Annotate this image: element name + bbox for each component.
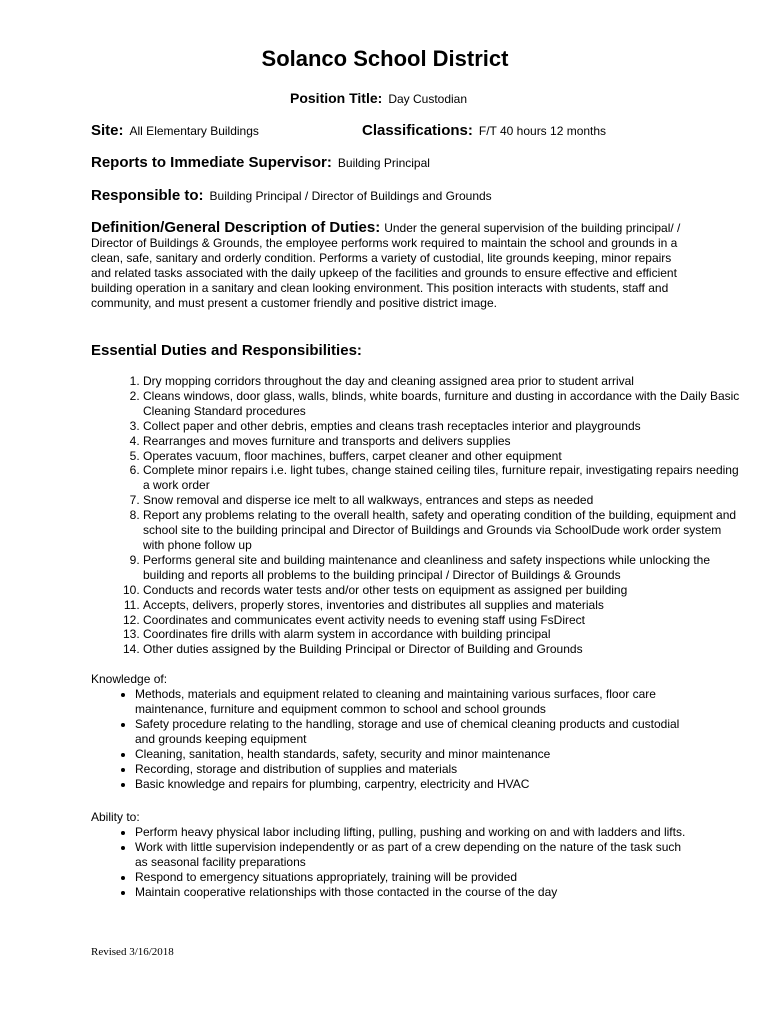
duty-item: 12. Coordinates and communicates event activity needs to evening staff using FsDirect [143,613,743,628]
page-title: Solanco School District [261,46,509,71]
duty-item: 8. Report any problems relating to the overall health, safety and operating condition of the building, equipment and school site to the building principal and Director of Buildings and Grounds via SchoolDude work order system with phone follow up [143,508,743,553]
duties-list [91,374,743,657]
duty-item: 13. Coordinates fire drills with alarm system in accordance with building principal [143,627,743,642]
responsible-to-value: Building Principal / Director of Buildings and Grounds [209,189,492,203]
knowledge-list [91,687,691,792]
ability-heading: Ability to: [91,810,140,824]
site-value: All Elementary Buildings [129,124,259,138]
ability-item: • Maintain cooperative relationships with those contacted in the course of the day [135,885,691,900]
knowledge-item: • Recording, storage and distribution of supplies and materials [135,762,691,777]
responsible-to-row [91,187,492,204]
ability-item: • Work with little supervision independently or as part of a crew depending on the nature of the task such as seasonal facility preparations [135,840,691,870]
duty-item: 6. Complete minor repairs i.e. light tubes, change stained ceiling tiles, furniture repair, investigating repairs needing a work order [143,463,743,493]
ability-section [91,810,691,900]
ability-list [91,825,691,900]
knowledge-section [91,672,691,792]
duty-item: 4. Rearranges and moves furniture and transports and delivers supplies [143,434,743,449]
site-label: Site: [91,122,124,139]
site-row [91,122,259,139]
knowledge-heading: Knowledge of: [91,672,168,686]
duty-item: 5. Operates vacuum, floor machines, buffers, carpet cleaner and other equipment [143,449,743,464]
classifications-row [362,122,606,139]
duty-item: 3. Collect paper and other debris, empties and cleans trash receptacles interior and playgrounds [143,419,743,434]
position-title-value: Day Custodian [388,92,468,106]
reports-to-value: Building Principal [337,156,430,170]
reports-to-label: Reports to Immediate Supervisor: [91,154,332,171]
knowledge-item: • Safety procedure relating to the handling, storage and use of chemical cleaning products and custodial and grounds keeping equipment [135,717,691,747]
classifications-value: F/T 40 hours 12 months [478,124,607,138]
revised-date: Revised 3/16/2018 [91,946,174,958]
ability-item: • Perform heavy physical labor including lifting, pulling, pushing and working on and with ladders and lifts. [135,825,691,840]
definition-text: Under the general supervision of the building principal/ / Director of Buildings & Grounds, the employee performs work required to maintain the school and grounds in a clean, safe, sanitary and orderly condition. Performs a variety of custodial, lite grounds keeping, minor repairs and related tasks associated with the daily upkeep of the facilities and grounds to ensure effective and efficient building operation in a sanitary and clean looking environment. This position interacts with students, staff and community, and must present a customer friendly and positive district image. [91,221,681,310]
definition-label: Definition/General Description of Duties: [91,219,381,236]
duty-item: 11. Accepts, delivers, properly stores, inventories and distributes all supplies and materials [143,598,743,613]
duty-item: 9. Performs general site and building maintenance and cleanliness and safety inspections while unlocking the building and reports all problems to the building principal / Director of Buildings & Grounds [143,553,743,583]
position-title-label: Position Title: [290,90,383,106]
essential-duties-heading: Essential Duties and Responsibilities: [91,342,362,359]
knowledge-item: • Cleaning, sanitation, health standards, safety, security and minor maintenance [135,747,691,762]
duty-item: 10. Conducts and records water tests and/or other tests on equipment as assigned per building [143,583,743,598]
duty-item: 1. Dry mopping corridors throughout the day and cleaning assigned area prior to student arrival [143,374,743,389]
ability-item: • Respond to emergency situations appropriately, training will be provided [135,870,691,885]
classifications-label: Classifications: [362,122,473,139]
position-title-row [290,90,467,106]
duty-item: 2. Cleans windows, door glass, walls, blinds, white boards, furniture and dusting in accordance with the Daily Basic Cleaning Standard procedures [143,389,743,419]
duty-item: 7. Snow removal and disperse ice melt to all walkways, entrances and steps as needed [143,493,743,508]
definition-paragraph [91,220,691,311]
duty-item: 14. Other duties assigned by the Building Principal or Director of Building and Grounds [143,642,743,657]
knowledge-item: • Basic knowledge and repairs for plumbing, carpentry, electricity and HVAC [135,777,691,792]
reports-to-row [91,154,430,171]
responsible-to-label: Responsible to: [91,187,204,204]
knowledge-item: • Methods, materials and equipment related to cleaning and maintaining various surfaces, floor care maintenance, furniture and equipment common to school and school grounds [135,687,691,717]
